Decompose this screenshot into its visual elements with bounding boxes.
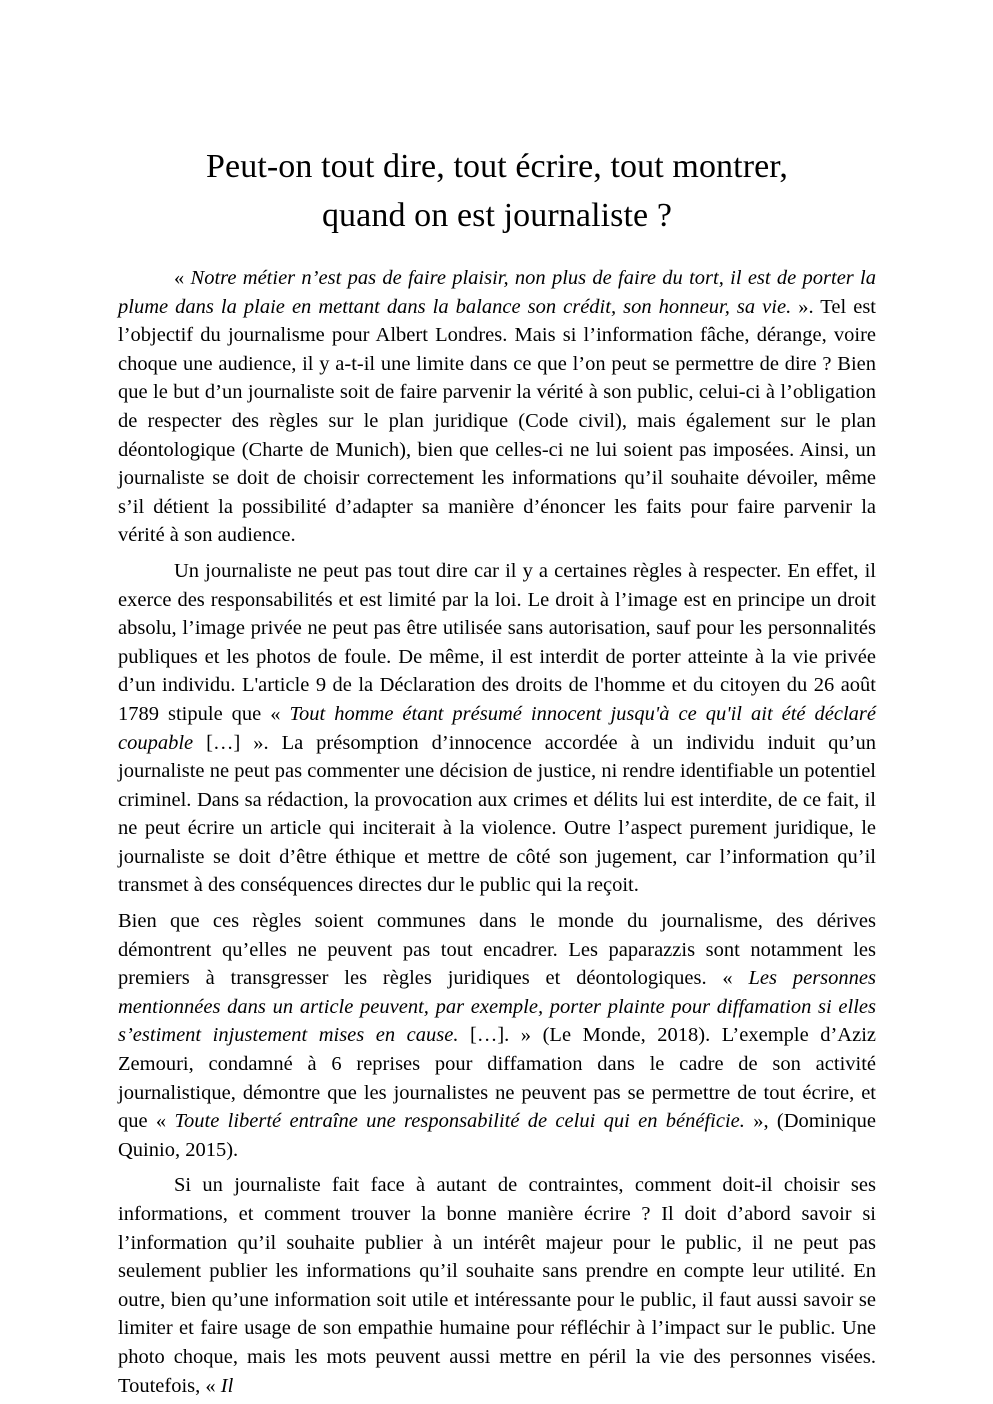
paragraph (118, 264, 876, 550)
quoted-text: . (786, 295, 792, 318)
page-title-line-1: Peut-on tout dire, tout écrire, tout montrer, (206, 148, 788, 185)
quoted-text: Tout homme étant présumé innocent jusqu'à ce qu'il ait été déclaré coupable (118, 702, 876, 754)
text-run: », (Dominique Quinio, 2015). (118, 1110, 876, 1161)
quoted-text: Il (220, 1374, 234, 1397)
paragraph (118, 1171, 876, 1400)
text-run: […]. » (Le Monde, 2018). L’exemple d’Aziz Zemouri, condamné à 6 reprises pour diffamation dans le cadre de son activité journalistique, démontre que les journalistes ne peuvent pas se permettre de tout écrire, et que « (118, 1024, 876, 1133)
page-title (118, 0, 876, 240)
text-run: […] ». La présomption d’innocence accordée à un individu induit qu’un journaliste ne peut pas commenter une décision de justice, ni rendre identifiable un potentiel criminel. Dans sa rédaction, la provocation aux crimes et délits lui est interdite, de ce fait, il ne peut écrire un article qui inciterait à la violence. Outre l’aspect purement juridique, le journaliste se doit d’être éthique et mettre de côté son jugement, car l’information qu’il transmet à des conséquences directes dur le public qui la reçoit. (118, 731, 876, 897)
text-run: ». Tel est l’objectif du journalisme pour Albert Londres. Mais si l’information fâche, dérange, voire choque une audience, il y a-t-il une limite dans ce que l’on peut se permettre de dire ? Bien que le but d’un journaliste soit de faire parvenir la vérité à son public, celui-ci à l’obligation de respecter des règles sur le plan juridique (Code civil), mais également sur le plan déontologique (Charte de Munich), bien que celles-ci ne lui soient pas imposées. Ainsi, un journaliste se doit de choisir correctement les informations qu’il souhaite dévoiler, même s’il détient la possibilité d’adapter sa manière d’énoncer les faits pour faire parvenir la vérité à son audience. (118, 295, 876, 547)
quoted-text: Notre métier n’est pas de faire plaisir, non plus de faire du tort, il est de porter la plume dans la plaie en mettant dans la balance son crédit, son honneur, sa vie (118, 267, 877, 318)
quoted-text: Toute liberté entraîne une responsabilité de celui qui en bénéficie. (174, 1110, 745, 1133)
paragraph (118, 557, 876, 900)
text-run: Un journaliste ne peut pas tout dire car il y a certaines règles à respecter. En effet, il exerce des responsabilités et est limité par la loi. Le droit à l’image est en principe un droit absolu, l’image privée ne peut pas être utilisée sans autorisation, sauf pour les personnalités publiques et les photos de foule. De même, il est interdit de porter atteinte à la vie privée d’un individu. L'article 9 de la Déclaration des droits de l'homme et du citoyen du 26 août 1789 stipule que « (118, 559, 876, 725)
document-content-column (118, 0, 876, 1400)
page-title-line-2: quand on est journaliste ? (321, 197, 673, 234)
document-body (118, 264, 876, 1400)
text-run: Bien que ces règles soient communes dans le monde du journalisme, des dérives démontrent qu’elles ne peuvent pas tout encadrer. Les paparazzis sont notamment les premiers à transgresser les règles juridiques et déontologiques. « (118, 910, 876, 990)
text-run: Si un journaliste fait face à autant de contraintes, comment doit-il choisir ses informations, et comment trouver la bonne manière écrire ? Il doit d’abord savoir si l’information qu’il souhaite publier à un intérêt majeur pour le public, il ne peut pas seulement publier les informations qu’il souhaite sans prendre en compte leur utilité. En outre, bien qu’une information soit utile et intéressante pour le public, il faut aussi savoir se limiter et faire usage de son empathie humaine pour réfléchir à l’impact sur le public. Une photo choque, mais les mots peuvent aussi mettre en péril la vie des personnes visées. Toutefois, « (118, 1174, 876, 1397)
quoted-text: Les personnes mentionnées dans un article peuvent, par exemple, porter plainte pour diffamation si elles s’estiment injustement mises en cause. (118, 967, 876, 1047)
paragraph (118, 907, 876, 1164)
text-run: « (174, 267, 191, 289)
